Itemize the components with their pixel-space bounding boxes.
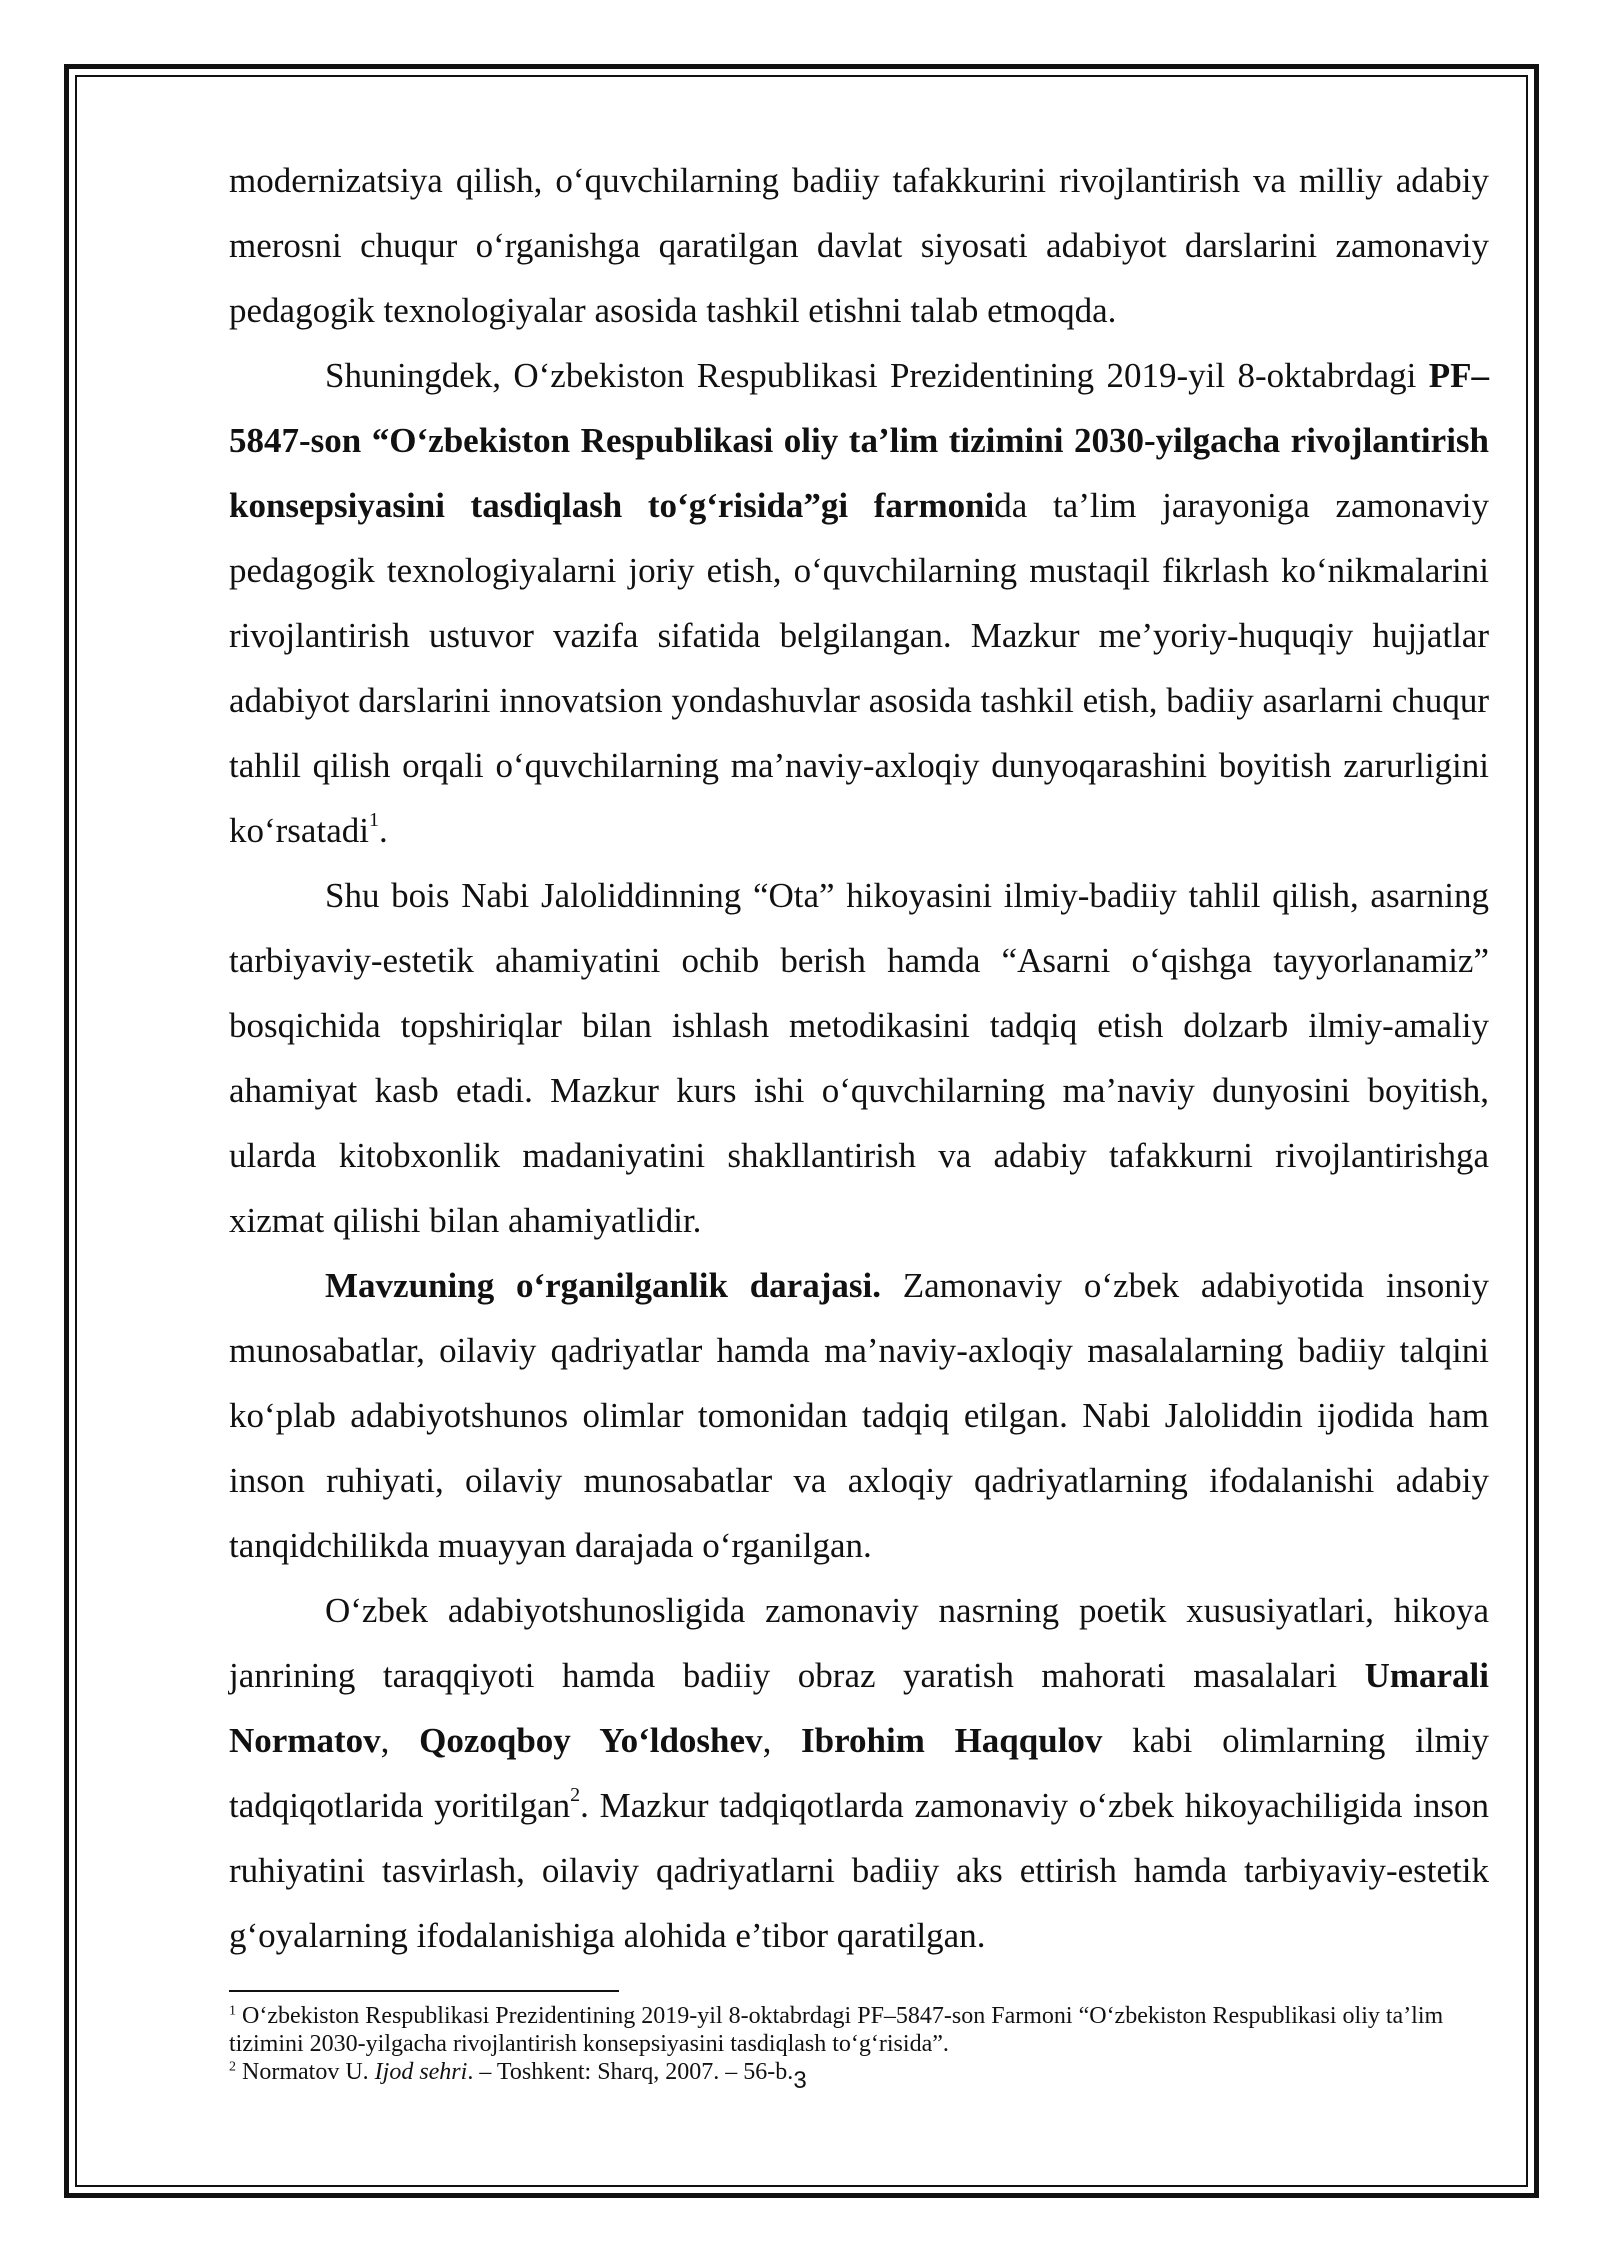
- paragraph-4-text: Zamonaviy o‘zbek adabiyotida insoniy munosabatlar, oilaviy qadriyatlar hamda ma’naviy-axloqiy masalalarning badiiy talqini ko‘plab adabiyotshunos olimlar tomonidan tadqiq etilgan. Nabi Jaloliddin ijodida ham inson ruhiyati, oilaviy munosabatlar va axloqiy qadriyatlarning ifodalanishi adabiy tanqidchilikda muayyan darajada o‘rganilgan.: [229, 1266, 1490, 1565]
- footnote-2-number: 2: [229, 2059, 236, 2075]
- paragraph-2-text: da ta’lim jarayoniga zamonaviy pedagogik texnologiyalarni joriy etish, o‘quvchilarning mustaqil fikrlash ko‘nikmalarini rivojlantirish ustuvor vazifa sifatida belgilangan. Mazkur me’yoriy-huquqiy hujjatlar adabiyot darslarini innovatsion yondashuvlar asosida tashkil etish, badiiy asarlarni chuqur tahlil qilish orqali o‘quvchilarning ma’naviy-axloqiy dunyoqarashini boyitish zarurligini ko‘rsatadi: [229, 486, 1489, 850]
- book-title: Ijod sehri: [374, 2059, 468, 2085]
- scholar-name-3: Ibrohim Haqqulov: [801, 1721, 1103, 1760]
- paragraph-5-lead: O‘zbek adabiyotshunosligida zamonaviy nasrning poetik xususiyatlari, hikoya janrining taraqqiyoti hamda badiiy obraz yaratish mahorati masalalari: [229, 1591, 1489, 1695]
- footnote-1-number: 1: [229, 2003, 236, 2019]
- footnote-separator: [229, 1990, 619, 1992]
- footnote-ref-2[interactable]: 2: [570, 1784, 581, 1806]
- paragraph-1: modernizatsiya qilish, o‘quvchilarning badiiy tafakkurini rivojlantirish va milliy adabiy merosni chuqur o‘rganishga qaratilgan davlat siyosati adabiyot darslarini zamonaviy pedagogik texnologiyalar asosida tashkil etishni talab etmoqda.: [229, 161, 1489, 330]
- decree-title: PF–5847-son “O‘zbekiston Respublikasi oliy ta’lim tizimini 2030-yilgacha rivojlantirish konsepsiyasini tasdiqlash to‘g‘risida”gi farmoni: [229, 356, 1489, 525]
- footnote-1-text: O‘zbekiston Respublikasi Prezidentining 2019-yil 8-oktabrdagi PF–5847-son Farmoni “O‘zbekiston Respublikasi oliy ta’lim tizimini 2030-yilgacha rivojlantirish konsepsiyasini tasdiqlash to‘g‘risida”.: [229, 2003, 1444, 2057]
- page-body: [229, 148, 1489, 1968]
- footnote-ref-1[interactable]: 1: [368, 809, 379, 831]
- paragraph-2-end: .: [378, 811, 388, 850]
- footnote-2-text: . – Toshkent: Sharq, 2007. – 56-b.: [467, 2059, 794, 2085]
- paragraph-2: [229, 343, 1489, 863]
- scholar-name-2: Qozoqboy Yo‘ldoshev: [419, 1721, 763, 1760]
- paragraph-5-mid: kabi olimlarning ilmiy tadqiqotlarida yoritilgan: [229, 1721, 1490, 1825]
- paragraph-5: [229, 1578, 1489, 1968]
- separator-2: ,: [762, 1721, 802, 1760]
- scholar-name-1: Umarali Normatov: [229, 1656, 1489, 1760]
- section-heading-inline: Mavzuning o‘rganilganlik darajasi.: [325, 1266, 881, 1305]
- paragraph-5-text: . Mazkur tadqiqotlarda zamonaviy o‘zbek hikoyachiligida inson ruhiyatini tasvirlash, oilaviy qadriyatlarni badiiy aks ettirish hamda tarbiyaviy-estetik g‘oyalarning ifodalanishiga alohida e’tibor qaratilgan.: [229, 1786, 1489, 1955]
- page-number: 3: [793, 2067, 807, 2094]
- paragraph-3: Shu bois Nabi Jaloliddinning “Ota” hikoyasini ilmiy-badiiy tahlil qilish, asarning tarbiyaviy-estetik ahamiyatini ochib berish hamda “Asarni o‘qishga tayyorlanamiz” bosqichida topshiriqlar bilan ishlash metodikasini tadqiq etish dolzarb ilmiy-amaliy ahamiyat kasb etadi. Mazkur kurs ishi o‘quvchilarning ma’naviy dunyosini boyitish, ularda kitobxonlik madaniyatini shakllantirish va adabiy tafakkurni rivojlantirishga xizmat qilishi bilan ahamiyatlidir.: [229, 876, 1489, 1240]
- paragraph-4: [229, 1253, 1489, 1578]
- footnote-2-lead: Normatov U.: [236, 2059, 375, 2085]
- footnote-1: [229, 2002, 1489, 2058]
- paragraph-2-lead: Shuningdek, O‘zbekiston Respublikasi Prezidentining 2019-yil 8-oktabrdagi: [325, 356, 1429, 395]
- separator-1: ,: [380, 1721, 420, 1760]
